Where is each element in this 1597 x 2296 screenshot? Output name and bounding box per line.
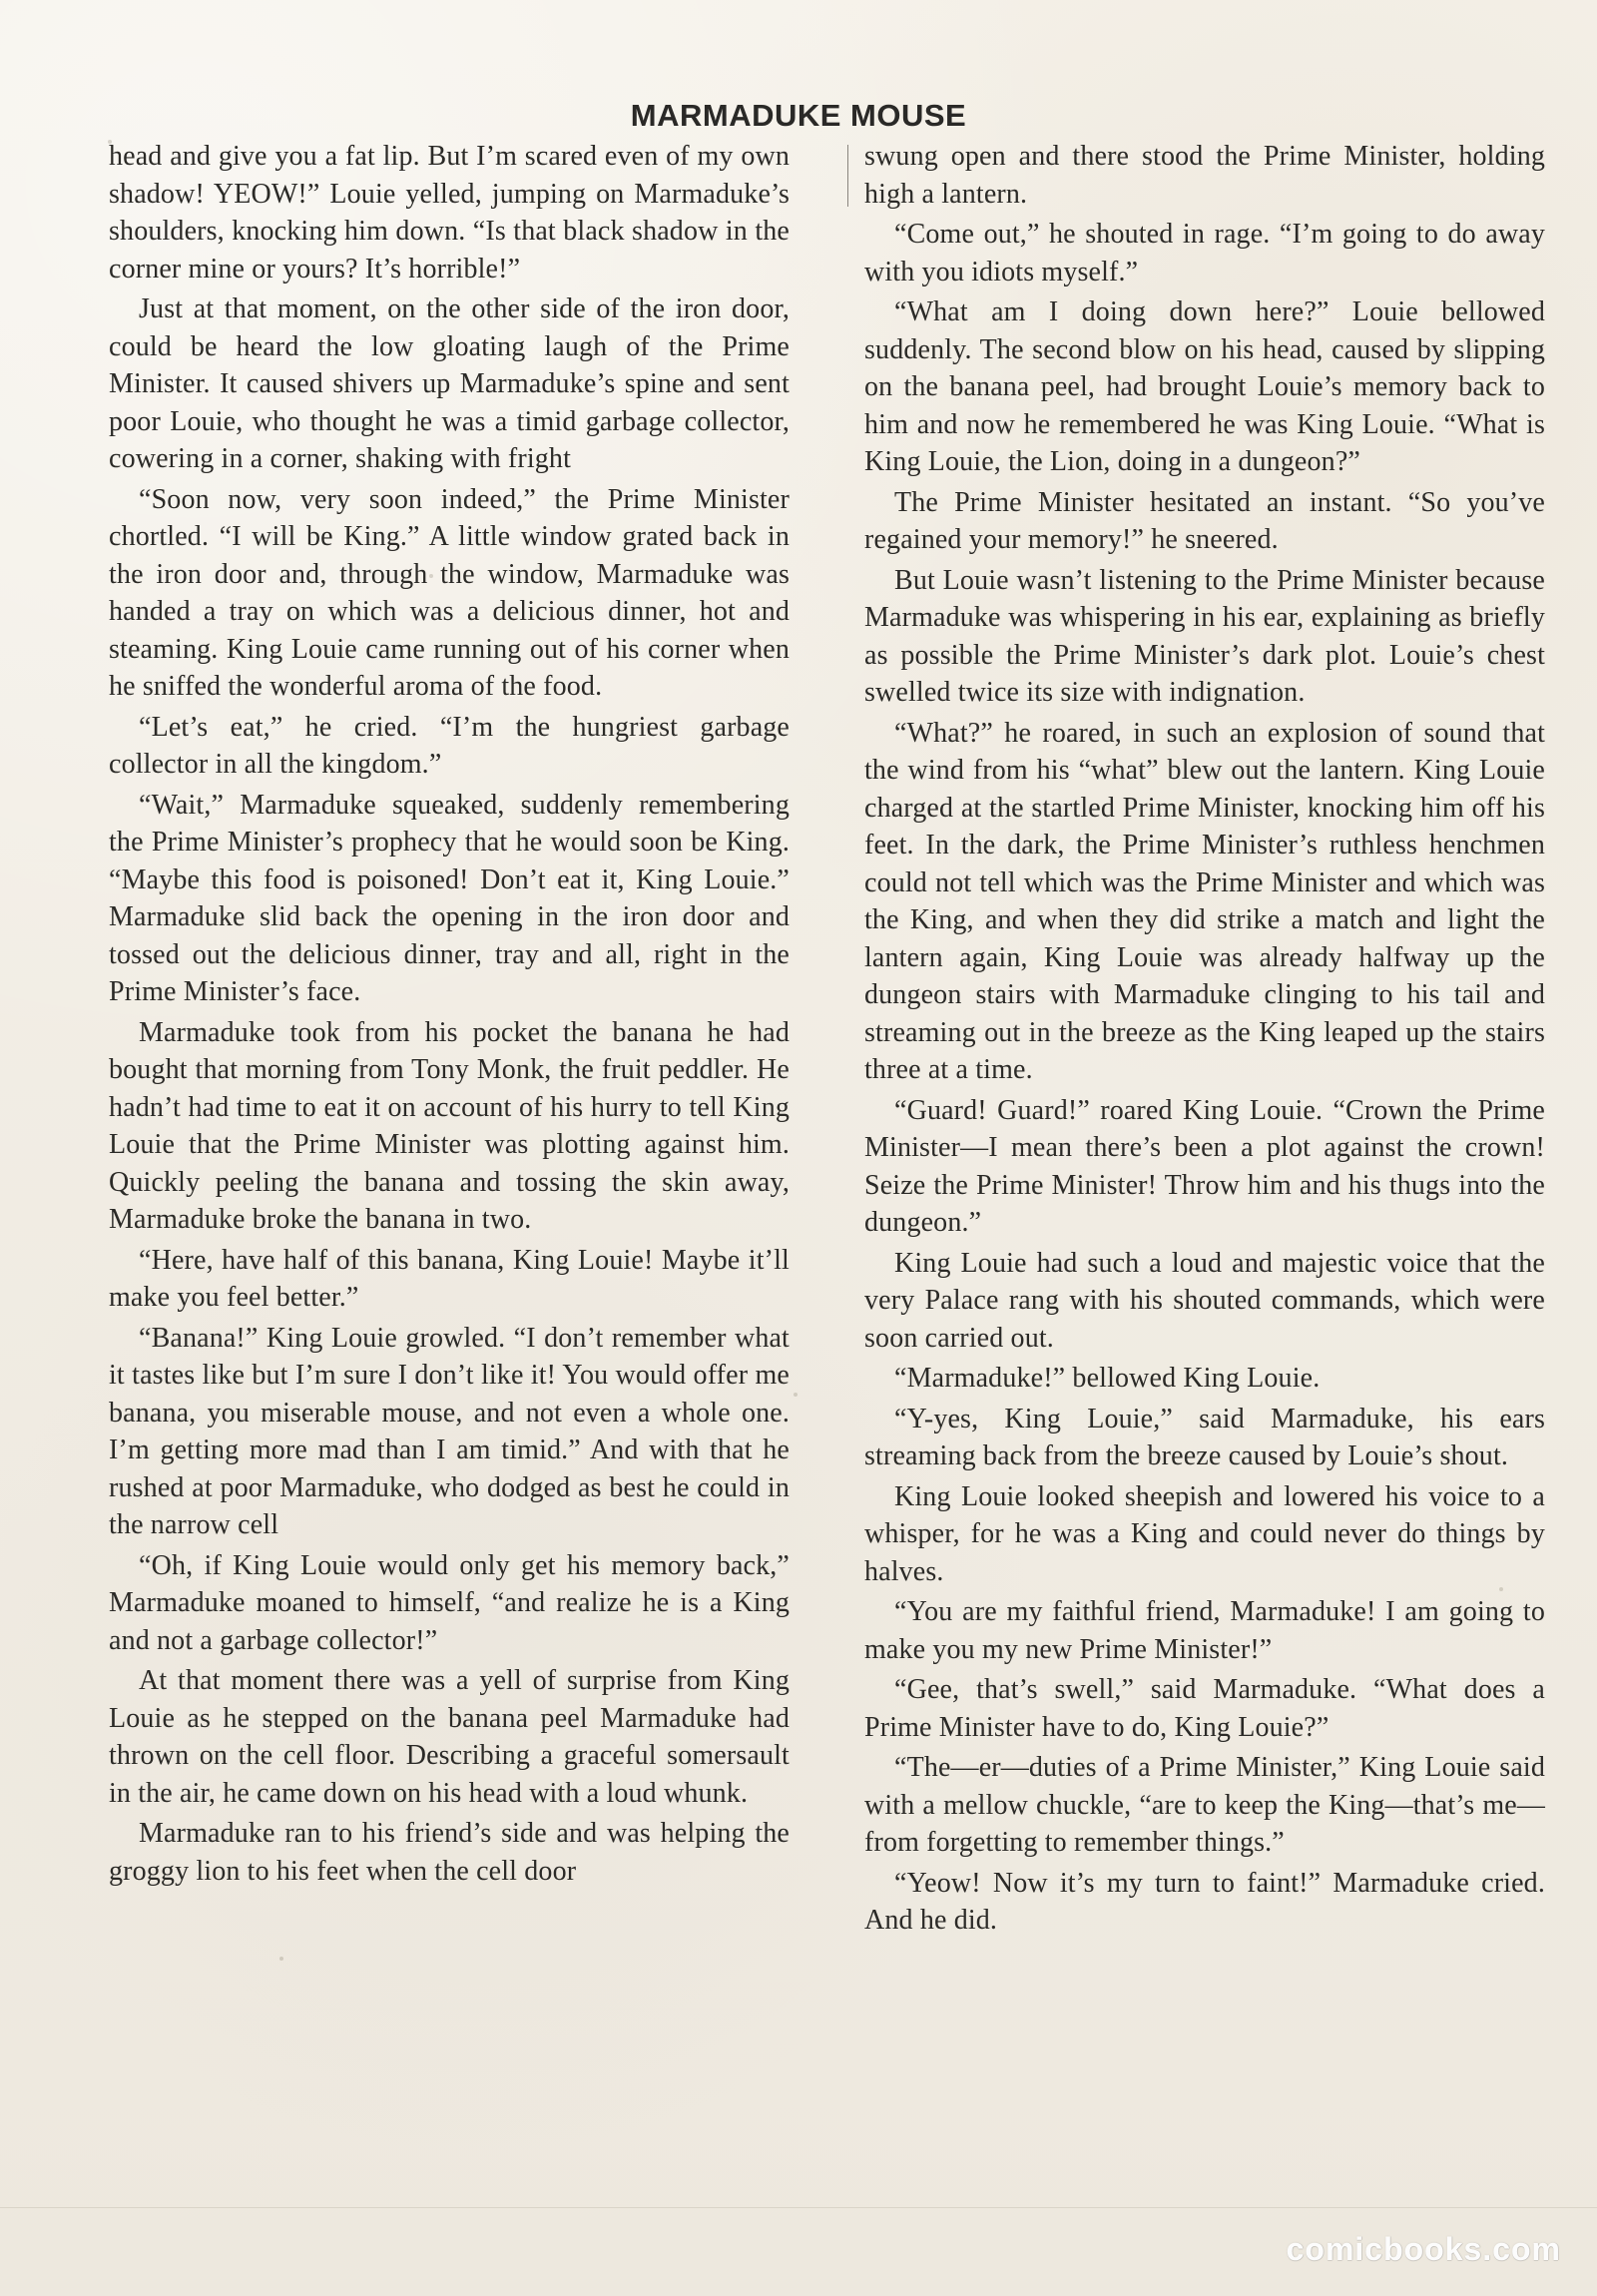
paragraph: “Gee, that’s swell,” said Marmaduke. “What does a Prime Minister have to do, King Louie?”: [864, 1674, 1545, 1743]
paragraph: “You are my faithful friend, Marmaduke! I am going to make you my new Prime Minister!”: [864, 1596, 1545, 1665]
paragraph: “Soon now, very soon indeed,” the Prime Minister chortled. “I will be King.” A little window grated back in the iron door and, through the window, Marmaduke was handed a tray on which was a delicious dinner, hot and steaming. King Louie came running out of his corner when he sniffed the wonderful aroma of the food.: [109, 483, 790, 702]
paragraph: “Y-yes, King Louie,” said Marmaduke, his ears streaming back from the breeze caused by Louie’s shout.: [864, 1403, 1545, 1471]
paragraph: At that moment there was a yell of surprise from King Louie as he stepped on the banana peel Marmaduke had thrown on the cell floor. Describing a graceful somersault in the air, he came down on his head with a loud whunk.: [109, 1665, 790, 1809]
paragraph: King Louie had such a loud and majestic voice that the very Palace rang with his shouted commands, which were soon carried out.: [864, 1247, 1545, 1354]
right-text-column: [864, 138, 1545, 1943]
paragraph: “Marmaduke!” bellowed King Louie.: [894, 1363, 1321, 1394]
page-bottom-edge: [0, 2207, 1597, 2208]
paper-speck: [279, 1957, 283, 1961]
paragraph: Marmaduke ran to his friend’s side and was helping the groggy lion to his feet when the cell door: [109, 1818, 790, 1887]
paragraph: Just at that moment, on the other side of the iron door, could be heard the low gloating laugh of the Prime Minister. It caused shivers up Marmaduke’s spine and sent poor Louie, who thought he was a timid garbage collector, cowering in a corner, shaking with fright: [109, 293, 790, 474]
paragraph: “Here, have half of this banana, King Louie! Maybe it’ll make you feel better.”: [109, 1244, 790, 1313]
paragraph: “Oh, if King Louie would only get his memory back,” Marmaduke moaned to himself, “and realize he is a King and not a garbage collector!”: [109, 1549, 790, 1656]
paragraph: “What?” he roared, in such an explosion of sound that the wind from his “what” blew out the lantern. King Louie charged at the startled Prime Minister, knocking him off his feet. In the dark, the Prime Minister’s ruthless henchmen could not tell which was the Prime Minister and which was the King, and when they did strike a match and light the lantern again, King Louie was already halfway up the dungeon stairs with Marmaduke clinging to his tail and streaming out in the breeze as the King leaped up the stairs three at a time.: [864, 717, 1545, 1085]
paragraph: “Guard! Guard!” roared King Louie. “Crown the Prime Minister—I mean there’s been a plot against the crown! Seize the Prime Minister! Throw him and his thugs into the dungeon.”: [864, 1094, 1545, 1238]
paragraph: swung open and there stood the Prime Minister, holding high a lantern.: [864, 141, 1545, 210]
paragraph: “Yeow! Now it’s my turn to faint!” Marmaduke cried. And he did.: [864, 1867, 1545, 1936]
paragraph: “Let’s eat,” he cried. “I’m the hungriest garbage collector in all the kingdom.”: [109, 711, 790, 780]
paragraph: “Wait,” Marmaduke squeaked, suddenly remembering the Prime Minister’s prophecy that he would soon be King. “Maybe this food is poisoned! Don’t eat it, King Louie.” Marmaduke slid back the opening in the iron door and tossed out the delicious dinner, tray and all, right in the Prime Minister’s face.: [109, 789, 790, 1007]
paragraph: head and give you a fat lip. But I’m scared even of my own shadow! YEOW!” Louie yelled, jumping on Marmaduke’s shoulders, knocking him down. “Is that black shadow in the corner mine or yours? It’s horrible!”: [109, 141, 790, 285]
paper-speck: [794, 1393, 798, 1397]
column-divider: [847, 145, 848, 207]
page-title: MARMADUKE MOUSE: [630, 98, 967, 133]
paragraph: King Louie looked sheepish and lowered his voice to a whisper, for he was a King and could never do things by halves.: [864, 1480, 1545, 1587]
paragraph: “Come out,” he shouted in rage. “I’m going to do away with you idiots myself.”: [864, 219, 1545, 287]
paragraph: “What am I doing down here?” Louie bellowed suddenly. The second blow on his head, caused by slipping on the banana peel, had brought Louie’s memory back to him and now he remembered he was King Louie. “What is King Louie, the Lion, doing in a dungeon?”: [864, 296, 1545, 477]
paragraph: “Banana!” King Louie growled. “I don’t remember what it tastes like but I’m sure I don’t like it! You would offer me banana, you miserable mouse, and not even a whole one. I’m getting more mad than I am timid.” And with that he rushed at poor Marmaduke, who dodged as best he could in the narrow cell: [109, 1322, 790, 1540]
paragraph: “The—er—duties of a Prime Minister,” King Louie said with a mellow chuckle, “are to keep the King—that’s me—from forgetting to remember things.”: [864, 1752, 1545, 1858]
watermark: comicbooks.com: [1286, 2231, 1561, 2267]
paragraph: But Louie wasn’t listening to the Prime Minister because Marmaduke was whispering in his ear, explaining as briefly as possible the Prime Minister’s dark plot. Louie’s chest swelled twice its size with indignation.: [864, 564, 1545, 708]
left-text-column: [109, 138, 790, 1893]
paragraph: Marmaduke took from his pocket the banana he had bought that morning from Tony Monk, the fruit peddler. He hadn’t had time to eat it on account of his hurry to tell King Louie that the Prime Minister was plotting against him. Quickly peeling the banana and tossing the skin away, Marmaduke broke the banana in two.: [109, 1016, 790, 1235]
paragraph: The Prime Minister hesitated an instant. “So you’ve regained your memory!” he sneered.: [864, 486, 1545, 555]
